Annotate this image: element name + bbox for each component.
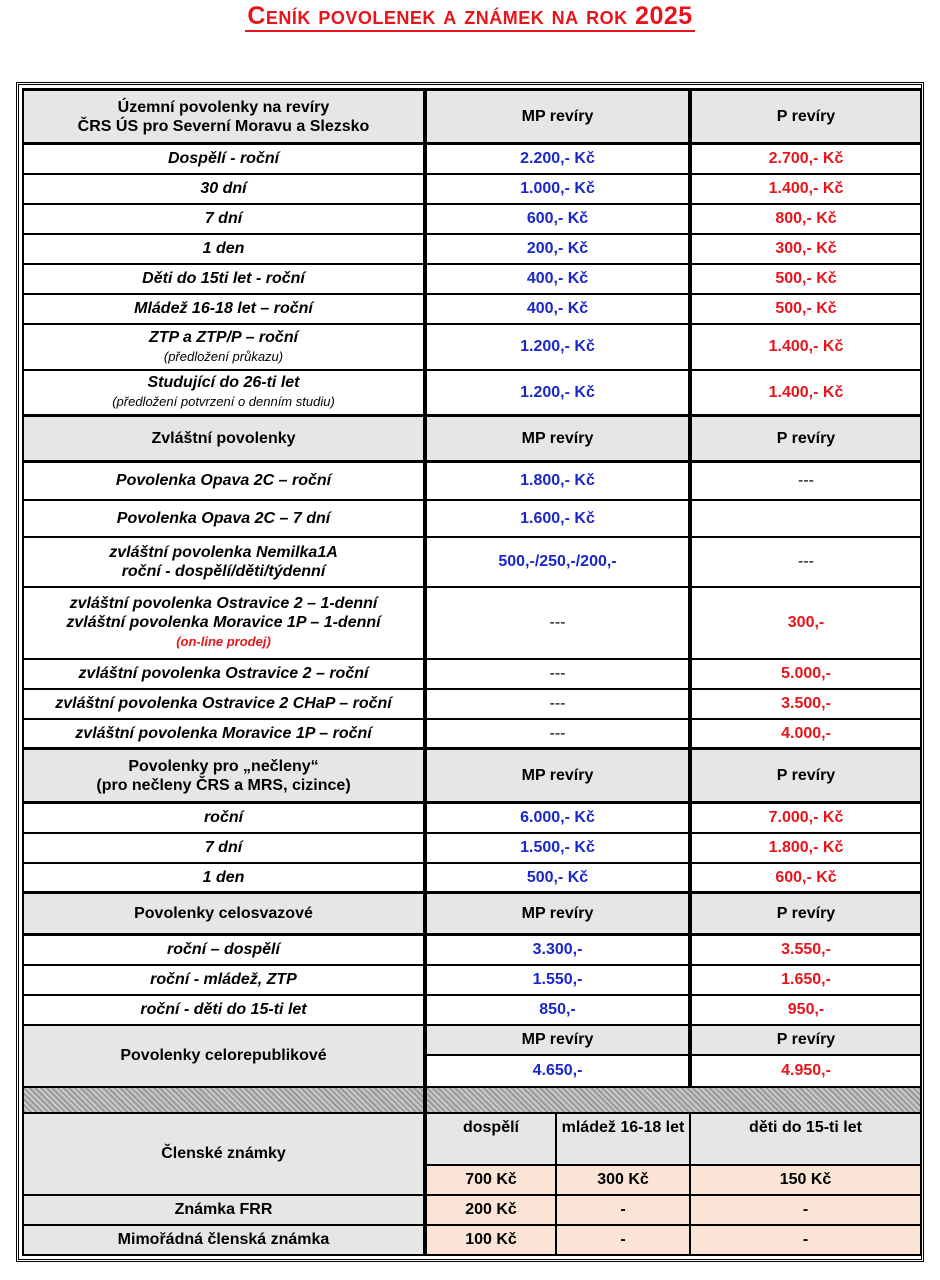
table-row: [23, 1195, 921, 1225]
row-note: (předložení potvrzení o denním studiu): [112, 394, 335, 410]
separator-cell: [23, 1087, 425, 1113]
p-price: ---: [690, 462, 921, 500]
page-title-text: Ceník povolenek a známek na rok 2025: [247, 2, 693, 30]
table-row: [23, 863, 921, 893]
mp-price: 200,- Kč: [425, 234, 690, 264]
mp-price: 1.000,- Kč: [425, 174, 690, 204]
p-price: 3.500,-: [690, 689, 921, 719]
p-price: 300,- Kč: [690, 234, 921, 264]
table-row: [23, 689, 921, 719]
special-header-title: Zvláštní povolenky: [23, 416, 425, 462]
youth-price: -: [556, 1195, 690, 1225]
table-row: [23, 462, 921, 500]
p-price: 4.950,-: [690, 1055, 921, 1087]
special-header-mp: MP revíry: [425, 416, 690, 462]
row-label: Mládež 16-18 let – roční: [23, 294, 425, 324]
mp-price: 1.600,- Kč: [425, 500, 690, 537]
row-label: Mimořádná členská známka: [23, 1225, 425, 1255]
mp-price: 1.200,- Kč: [425, 370, 690, 416]
separator-row: [23, 1087, 921, 1113]
online-note: (on-line prodej): [176, 634, 271, 649]
republic-header-p: P revíry: [690, 1025, 921, 1055]
row-label: zvláštní povolenka Nemilka1A roční - dospělí/děti/týdenní: [23, 537, 425, 587]
p-price: 500,- Kč: [690, 294, 921, 324]
mp-price: 400,- Kč: [425, 294, 690, 324]
nonmembers-header-title: Povolenky pro „nečleny“ (pro nečleny ČRS a MRS, cizince): [23, 749, 425, 803]
col-children: děti do 15-ti let: [690, 1113, 921, 1165]
row-label: roční - mládež, ZTP: [23, 965, 425, 995]
special-header-row: [23, 416, 921, 462]
table-row: [23, 264, 921, 294]
p-price: 950,-: [690, 995, 921, 1025]
p-price: 5.000,-: [690, 659, 921, 689]
territorial-header-row: [23, 90, 921, 144]
table-row: [23, 659, 921, 689]
special-header-p: P revíry: [690, 416, 921, 462]
p-price: 1.400,- Kč: [690, 324, 921, 370]
row-label: roční - děti do 15-ti let: [23, 995, 425, 1025]
table-row: [23, 995, 921, 1025]
p-price: 300,-: [690, 587, 921, 659]
price-table: [22, 88, 922, 1256]
p-price: [690, 500, 921, 537]
national-header-p: P revíry: [690, 893, 921, 935]
table-row: [23, 234, 921, 264]
children-price: 150 Kč: [690, 1165, 921, 1195]
mp-price: 1.200,- Kč: [425, 324, 690, 370]
mp-price: 4.650,-: [425, 1055, 690, 1087]
p-price: 7.000,- Kč: [690, 803, 921, 833]
table-row: [23, 1225, 921, 1255]
mp-price: 850,-: [425, 995, 690, 1025]
table-row: [23, 587, 921, 659]
nonmembers-header-mp: MP revíry: [425, 749, 690, 803]
row-label: 1 den: [23, 863, 425, 893]
mp-price: 1.500,- Kč: [425, 833, 690, 863]
p-price: 1.400,- Kč: [690, 174, 921, 204]
row-label: ZTP a ZTP/P – roční (předložení průkazu): [23, 324, 425, 370]
row-label: roční – dospělí: [23, 935, 425, 965]
territorial-header-p: P revíry: [690, 90, 921, 144]
republic-header-mp: MP revíry: [425, 1025, 690, 1055]
territorial-header-title: Územní povolenky na revíry ČRS ÚS pro Severní Moravu a Slezsko: [23, 90, 425, 144]
row-label: Známka FRR: [23, 1195, 425, 1225]
mp-price: 1.550,-: [425, 965, 690, 995]
table-row: [23, 719, 921, 749]
mp-price: 3.300,-: [425, 935, 690, 965]
mp-price: 2.200,- Kč: [425, 144, 690, 174]
mp-price: 6.000,- Kč: [425, 803, 690, 833]
col-youth: mládež 16-18 let: [556, 1113, 690, 1165]
mp-price: ---: [425, 719, 690, 749]
row-label: zvláštní povolenka Ostravice 2 – 1-denní zvláštní povolenka Moravice 1P – 1-denní (on-line prodej): [23, 587, 425, 659]
table-row: [23, 935, 921, 965]
mp-price: 500,- Kč: [425, 863, 690, 893]
row-label: 7 dní: [23, 833, 425, 863]
national-header-title: Povolenky celosvazové: [23, 893, 425, 935]
table-row: [23, 833, 921, 863]
row-label: zvláštní povolenka Ostravice 2 – roční: [23, 659, 425, 689]
row-label: Studující do 26-ti let (předložení potvrzení o denním studiu): [23, 370, 425, 416]
row-label: 7 dní: [23, 204, 425, 234]
membership-header-row: [23, 1113, 921, 1165]
p-price: 1.650,-: [690, 965, 921, 995]
national-header-mp: MP revíry: [425, 893, 690, 935]
republic-label: Povolenky celorepublikové: [23, 1025, 425, 1087]
row-label: Děti do 15ti let - roční: [23, 264, 425, 294]
adults-price: 200 Kč: [425, 1195, 556, 1225]
adults-price: 100 Kč: [425, 1225, 556, 1255]
page-title: [0, 2, 940, 31]
mp-price: ---: [425, 659, 690, 689]
p-price: 4.000,-: [690, 719, 921, 749]
p-price: 1.400,- Kč: [690, 370, 921, 416]
table-row: [23, 370, 921, 416]
table-row: [23, 144, 921, 174]
p-price: 1.800,- Kč: [690, 833, 921, 863]
table-row: [23, 537, 921, 587]
row-label: Povolenka Opava 2C – roční: [23, 462, 425, 500]
p-price: 500,- Kč: [690, 264, 921, 294]
membership-label: Členské známky: [23, 1113, 425, 1195]
table-row: [23, 204, 921, 234]
p-price: 2.700,- Kč: [690, 144, 921, 174]
table-row: [23, 965, 921, 995]
p-price: 800,- Kč: [690, 204, 921, 234]
row-label: 1 den: [23, 234, 425, 264]
national-header-row: [23, 893, 921, 935]
separator-cell: [425, 1087, 921, 1113]
children-price: -: [690, 1225, 921, 1255]
table-row: [23, 174, 921, 204]
p-price: 3.550,-: [690, 935, 921, 965]
table-row: [23, 500, 921, 537]
col-adults: dospělí: [425, 1113, 556, 1165]
nonmembers-header-row: [23, 749, 921, 803]
territorial-header-mp: MP revíry: [425, 90, 690, 144]
row-label: roční: [23, 803, 425, 833]
republic-header-row: [23, 1025, 921, 1055]
nonmembers-header-p: P revíry: [690, 749, 921, 803]
table-row: [23, 324, 921, 370]
row-label: Dospělí - roční: [23, 144, 425, 174]
row-label: Povolenka Opava 2C – 7 dní: [23, 500, 425, 537]
table-row: [23, 803, 921, 833]
mp-price: 600,- Kč: [425, 204, 690, 234]
youth-price: 300 Kč: [556, 1165, 690, 1195]
mp-price: 1.800,- Kč: [425, 462, 690, 500]
mp-price: ---: [425, 689, 690, 719]
row-label: zvláštní povolenka Ostravice 2 CHaP – roční: [23, 689, 425, 719]
mp-price: 400,- Kč: [425, 264, 690, 294]
row-label: 30 dní: [23, 174, 425, 204]
children-price: -: [690, 1195, 921, 1225]
row-note: (předložení průkazu): [163, 348, 284, 364]
youth-price: -: [556, 1225, 690, 1255]
p-price: ---: [690, 537, 921, 587]
row-label: zvláštní povolenka Moravice 1P – roční: [23, 719, 425, 749]
p-price: 600,- Kč: [690, 863, 921, 893]
adults-price: 700 Kč: [425, 1165, 556, 1195]
mp-price: 500,-/250,-/200,-: [425, 537, 690, 587]
table-row: [23, 294, 921, 324]
mp-price: ---: [425, 587, 690, 659]
